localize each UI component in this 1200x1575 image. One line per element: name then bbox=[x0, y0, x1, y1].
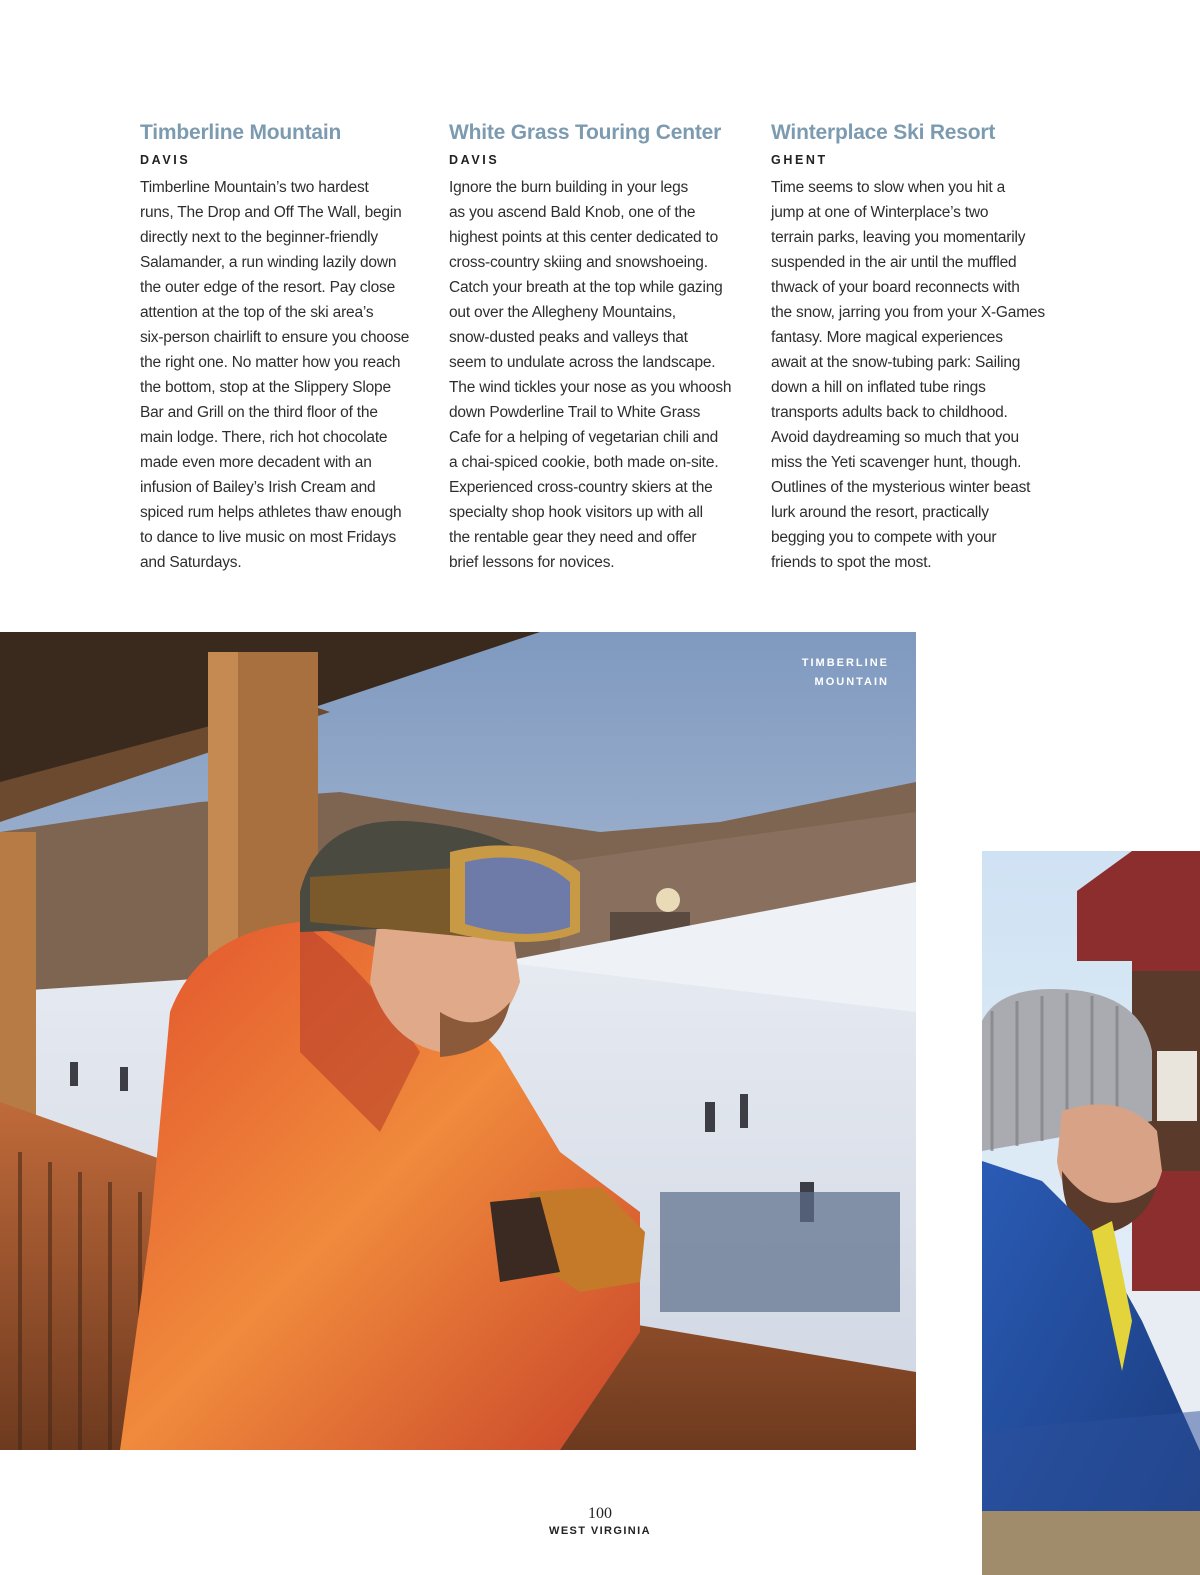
body-line: Cafe for a helping of vegetarian chili and bbox=[449, 429, 719, 446]
body-line: Bar and Grill on the third floor of the bbox=[140, 404, 378, 421]
body-line: Timberline Mountain’s two hardest bbox=[140, 179, 369, 196]
body-line: terrain parks, leaving you momentarily bbox=[771, 229, 1026, 246]
body-line: thwack of your board reconnects with bbox=[771, 279, 1020, 296]
page-folio bbox=[500, 1505, 700, 1539]
body-line: Catch your breath at the top while gazing bbox=[449, 279, 723, 296]
article-location: GHENT bbox=[771, 153, 828, 167]
body-line: transports adults back to childhood. bbox=[771, 404, 1008, 421]
photo-credit-line: MOUNTAIN bbox=[814, 676, 889, 688]
photo-credit bbox=[802, 654, 889, 692]
beanie-skier-illustration bbox=[982, 851, 1200, 1575]
body-line: spiced rum helps athletes thaw enough bbox=[140, 504, 402, 521]
body-line: the bottom, stop at the Slippery Slope bbox=[140, 379, 391, 396]
article-body bbox=[140, 175, 430, 575]
body-line: main lodge. There, rich hot chocolate bbox=[140, 429, 388, 446]
body-line: a chai-spiced cookie, both made on-site. bbox=[449, 454, 719, 471]
body-line: seem to undulate across the landscape. bbox=[449, 354, 716, 371]
body-line: down a hill on inflated tube rings bbox=[771, 379, 986, 396]
article-title: White Grass Touring Center bbox=[449, 121, 722, 144]
section-name: WEST VIRGINIA bbox=[549, 1525, 651, 1537]
body-line: miss the Yeti scavenger hunt, though. bbox=[771, 454, 1022, 471]
body-line: the right one. No matter how you reach bbox=[140, 354, 401, 371]
body-line: begging you to compete with your bbox=[771, 529, 997, 546]
body-line: brief lessons for novices. bbox=[449, 554, 615, 571]
body-line: attention at the top of the ski area’s bbox=[140, 304, 374, 321]
article-location: DAVIS bbox=[140, 153, 191, 167]
article-title: Winterplace Ski Resort bbox=[771, 121, 996, 144]
body-line: The wind tickles your nose as you whoosh bbox=[449, 379, 732, 396]
body-line: lurk around the resort, practically bbox=[771, 504, 989, 521]
skier-photo bbox=[0, 632, 916, 1450]
article-body bbox=[449, 175, 749, 575]
body-line: out over the Allegheny Mountains, bbox=[449, 304, 676, 321]
body-line: cross-country skiing and snowshoeing. bbox=[449, 254, 708, 271]
page-number: 100 bbox=[588, 1505, 612, 1522]
body-line: the rentable gear they need and offer bbox=[449, 529, 697, 546]
article-location: DAVIS bbox=[449, 153, 500, 167]
beanie-skier-photo bbox=[982, 851, 1200, 1575]
body-line: jump at one of Winterplace’s two bbox=[771, 204, 989, 221]
body-line: Salamander, a run winding lazily down bbox=[140, 254, 397, 271]
body-line: Outlines of the mysterious winter beast bbox=[771, 479, 1031, 496]
body-line: suspended in the air until the muffled bbox=[771, 254, 1017, 271]
body-line: Time seems to slow when you hit a bbox=[771, 179, 1006, 196]
body-line: as you ascend Bald Knob, one of the bbox=[449, 204, 696, 221]
article-title: Timberline Mountain bbox=[140, 121, 342, 144]
article-timberline bbox=[140, 118, 430, 575]
article-body bbox=[771, 175, 1066, 575]
body-line: snow-dusted peaks and valleys that bbox=[449, 329, 688, 346]
body-line: fantasy. More magical experiences bbox=[771, 329, 1003, 346]
body-line: Ignore the burn building in your legs bbox=[449, 179, 689, 196]
body-line: to dance to live music on most Fridays bbox=[140, 529, 397, 546]
body-line: directly next to the beginner-friendly bbox=[140, 229, 378, 246]
body-line: specialty shop hook visitors up with all bbox=[449, 504, 703, 521]
body-line: Avoid daydreaming so much that you bbox=[771, 429, 1019, 446]
body-line: friends to spot the most. bbox=[771, 554, 932, 571]
body-line: highest points at this center dedicated to bbox=[449, 229, 719, 246]
body-line: made even more decadent with an bbox=[140, 454, 372, 471]
body-line: runs, The Drop and Off The Wall, begin bbox=[140, 204, 402, 221]
article-white-grass bbox=[449, 118, 749, 575]
body-line: infusion of Bailey’s Irish Cream and bbox=[140, 479, 376, 496]
body-line: six-person chairlift to ensure you choose bbox=[140, 329, 410, 346]
article-winterplace bbox=[771, 118, 1066, 575]
body-line: await at the snow-tubing park: Sailing bbox=[771, 354, 1021, 371]
body-line: the snow, jarring you from your X-Games bbox=[771, 304, 1045, 321]
body-line: and Saturdays. bbox=[140, 554, 242, 571]
body-line: Experienced cross-country skiers at the bbox=[449, 479, 713, 496]
body-line: down Powderline Trail to White Grass bbox=[449, 404, 701, 421]
body-line: the outer edge of the resort. Pay close bbox=[140, 279, 395, 296]
skier-illustration bbox=[0, 632, 916, 1450]
photo-credit-line: TIMBERLINE bbox=[801, 657, 889, 669]
